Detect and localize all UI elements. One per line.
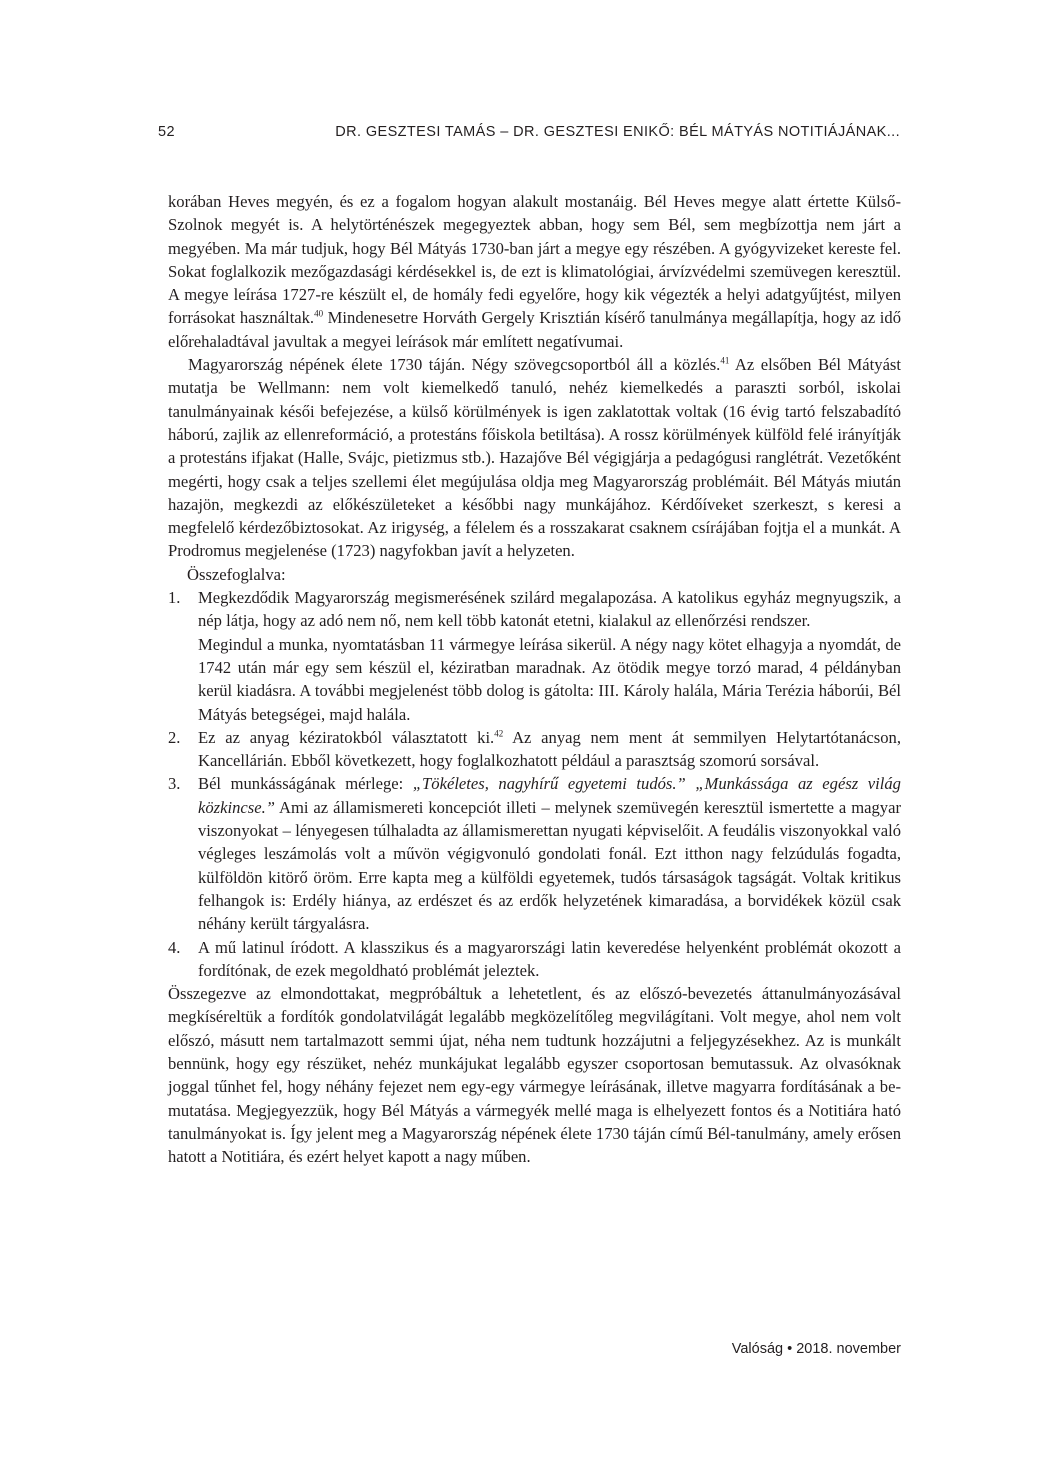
list-item-text: A mű latinul íródott. A klasszikus és a magyarországi latin keveredése helyenként problémát okozott a fordítónak, de ezek megoldható problémát jeleztek. [198, 937, 901, 980]
page-footer: Valóság • 2018. november [731, 1341, 901, 1357]
list-item-text: Bél munkásságának mérlege: [198, 774, 413, 794]
paragraph: Összegezve az elmondottakat, megpróbáltuk a lehetetlent, és az előszó-bevezetés áttanulmányozásával megkíséreltük a fordítók gondolatvilágát legalább megközelítőleg megvilágítani. Volt megye, ahol nem volt előszó, másutt nem tartalmazott semmi újat, néha nem tudtunk hozzájutni a feljegyzésekhez. Az is munkált bennünk, hogy egy részüket, nehéz munkájukat legalább egyszer csoportosan bemutassuk. Az olvasóknak joggal tűnhet fel, hogy néhány fejezet nem egy-egy vármegye leírásának, illetve magyarra fordításának a bemutatása. Megjegyezzük, hogy Bél Mátyás a vármegyék mellé maga is elhelyezett fontos és a Notitiára ható tanulmányokat is. Így jelent meg a Magyarország népének élete 1730 táján című Bél-tanulmány, amely erősen hatott a Notitiára, és ezért helyet kapott a nagy műben. [168, 984, 901, 1167]
paragraph-text: Mindenesetre Horváth Gergely Krisztián kísérő tanulmánya megállapítja, hogy az idő előrehaladtával javultak a megyei leírások már említett negatívumai. [168, 308, 902, 351]
paragraph [168, 190, 901, 353]
list-item-text: Ami az államismereti koncepciót illeti – melynek szemüvegén keresztül ismertette a magyar viszonyokat – lényegesen túlhaladta az államismerettan nyugati képviselőit. A feudális viszonyokkal való végleges leszámolás volt a művön végigvonuló gondolati fonál. Ezt itthon nagy felzúdulás fogadta, külföldön kitörő öröm. Erre kapta meg a külföldi egyetemek, tudós társaságok tagságát. Voltak kritikus felhangok is: Erdély hiánya, az erdészet és az erdők helyzetének kimaradása, a borvidékek közül csak néhány került tárgyalásra. [198, 797, 901, 934]
summary-intro: Összefoglalva: [187, 564, 286, 584]
list-number: 3. [168, 774, 181, 794]
list-number: 4. [168, 937, 181, 957]
paragraph-text: Magyarország népének élete 1730 táján. Négy szövegcsoportból áll a közlés. [188, 355, 721, 375]
page-number: 52 [158, 124, 175, 140]
list-item [168, 726, 901, 773]
list-item-text: Megkezdődik Magyarország megismerésének szilárd megalapozása. A katolikus egyház megnyugszik, a nép látja, hogy az adó nem nő, nem kell több katonát etetni, kialakul az ellenőrzési rendszer. [198, 588, 901, 631]
list-number: 2. [168, 727, 181, 747]
list-number: 1. [168, 588, 181, 608]
running-title: DR. GESZTESI TAMÁS – DR. GESZTESI ENIKŐ: BÉL MÁTYÁS NOTITIÁJÁNAK... [335, 124, 900, 140]
paragraph-text: korában Heves megyén, és ez a fogalom hogyan alakult mostanáig. Bél Heves megye alatt értette Külső- Szolnok megyét is. A helytörténészek megegyeztek abban, hogy sem Bél, sem megbízottja nem járt a megyében. Ma már tudjuk, hogy Bél Mátyás 1730-ban járt a megye egy részében. A gyógyvizeket kereste fel. Sokat foglalkozik mezőgazdasági kérdésekkel is, de ezt is klimatológiai, árvízvédelmi szemüvegen keresztül. A megye leírása 1727-re készült el, de homály fedi egyelőre, hogy kik végezték a helyi adatgyűjtést, milyen forrásokat használtak. [168, 192, 901, 328]
footnote-ref[interactable]: 40 [314, 308, 324, 319]
list-item [168, 772, 901, 935]
list-item [168, 936, 901, 983]
paragraph [168, 353, 901, 563]
quotation: „Tökéletes, nagyhírű egyetemi tudós.” „Munkássága az egész világ közkincse.” [198, 774, 901, 817]
footnote-ref[interactable]: 41 [720, 355, 730, 366]
list-item-text: Az anyag nem ment át semmilyen Helytartótanácson, Kancellárián. Ebből következett, hogy foglalkozhatott például a parasztság szomorú sorsával. [198, 727, 902, 771]
paragraph-text: Az elsőben Bél Mátyást mutatja be Wellmann: nem volt kiemelkedő tanuló, nehéz kiemelkedés a paraszti sorból, iskolai tanulmányainak késői befejezése, a külső körülmények is igen zaklatottak voltak (16 évig tartó felszabadító háború, zajlik az ellenreformáció, a protestáns főiskola betiltása). A rossz körülmények külföld felé irányítják a protestáns ifjakat (Halle, Svájc, pietizmus stb.). Hazajőve Bél végigjárja a pedagógusi ranglétrát. Vezetőként megérti, hogy csak a teljes szellemi élet megújulása oldja meg Magyarország problémáit. Bél Mátyás miután hazajön, megkezdi az előkészületeket a későbbi nagy munkájához. Kérdőíveket szerkeszt, s keresi a megfelelő kérdezőbiztosokat. Az irigység, a félelem és a rosszakarat csaknem csírájában fojtja el a munkát. A Prodromus megjelenése (1723) nagyfokban javít a helyzeten. [168, 355, 902, 561]
list-item-continuation: Megindul a munka, nyomtatásban 11 vármegye leírása sikerül. A négy nagy kötet elhagyja a nyomdát, de 1742 után már egy sem készül el, kéziratban maradnak. Az ötödik megye torzó marad, 4 példányban kerül kiadásra. A további megjelenést több dolog is gátolta: III. Károly halála, Mária Terézia háborúi, Bél Mátyás betegségei, majd halála. [198, 634, 901, 724]
list-item-text: Ez az anyag kéziratokból választatott ki. [198, 727, 495, 747]
running-header [158, 124, 900, 146]
footnote-ref[interactable]: 42 [494, 728, 504, 739]
list-item [168, 586, 901, 633]
article-body [168, 190, 901, 1168]
